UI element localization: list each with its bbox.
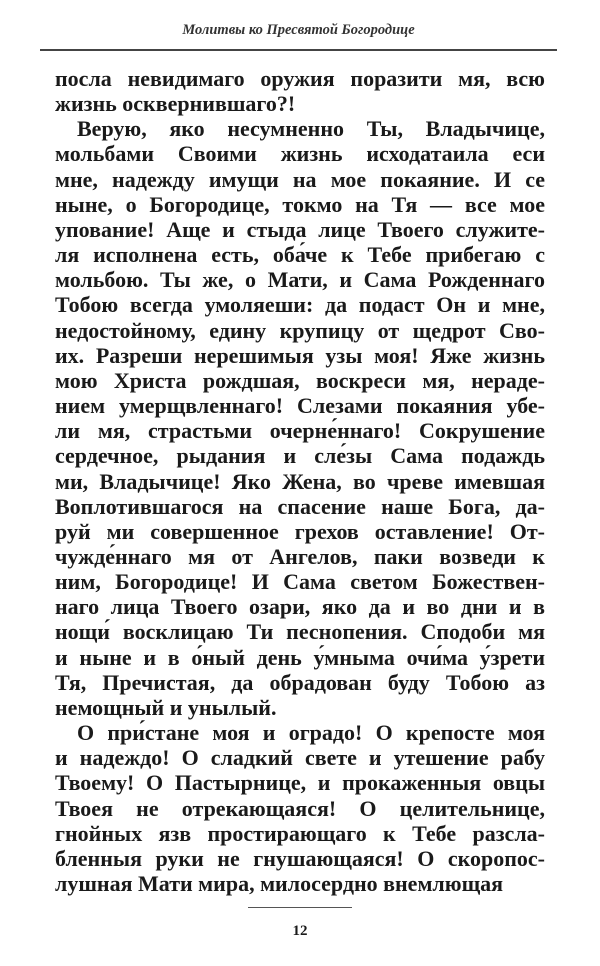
text-line: жизнь осквернившаго?! bbox=[55, 91, 296, 117]
text-line: лушная Мати мира, милосердно внемлющая bbox=[55, 871, 504, 896]
footer-rule bbox=[248, 907, 352, 908]
text-line: сердечное, рыдания и сле́зы Сама подаждь bbox=[55, 443, 545, 469]
text-line: руй ми совершенное грехов оставление! От- bbox=[55, 518, 545, 544]
text-line: Тобою всегда умоляеши: да подаст Он и мне, bbox=[55, 292, 545, 318]
running-header: Молитвы ко Пресвятой Богородице bbox=[182, 22, 415, 38]
text-line: ля исполнена есть, оба́че к Тебе прибегаю с bbox=[55, 242, 545, 268]
paragraph bbox=[55, 66, 545, 116]
text-line: гнойных язв простирающаго к Тебе разсла- bbox=[55, 820, 545, 846]
text-line: чужде́ннаго мя от Ангелов, паки возведи к bbox=[55, 543, 545, 569]
text-line: ли мя, страстьми очерне́ннаго! Сокрушение bbox=[55, 418, 545, 444]
text-line: Тя, Пречистая, да обрадован буду Тобою аз bbox=[55, 669, 545, 695]
text-line: мою Христа рождшая, воскреси мя, нераде- bbox=[55, 367, 545, 393]
text-line: нощи́ восклицаю Ти песнопения. Сподоби мя bbox=[55, 619, 545, 645]
page-number: 12 bbox=[292, 923, 308, 939]
text-line: их. Разреши нерешимыя узы моя! Яже жизнь bbox=[55, 342, 545, 368]
text-line: немощный и унылый. bbox=[55, 694, 277, 720]
text-line: и ныне и в о́ный день у́мныма очи́ма у́зрети bbox=[55, 644, 545, 670]
text-line: мольбами Своими жизнь исходатаила еси bbox=[55, 141, 545, 167]
paragraph bbox=[55, 720, 545, 896]
text-line: Твоея не отрекающаяся! О целительнице, bbox=[55, 795, 545, 821]
text-line: посла невидимаго оружия поразити мя, всю bbox=[55, 66, 545, 91]
text-line: упование! Аще и стыда лице Твоего служите- bbox=[55, 216, 545, 242]
text-line: наго лица Твоего озари, яко да и во дни и в bbox=[55, 594, 545, 620]
text-line: и надеждо! О сладкий свете и утешение рабу bbox=[55, 745, 545, 771]
header-rule bbox=[40, 49, 557, 51]
text-line: ним, Богородице! И Сама светом Божествен- bbox=[55, 569, 545, 595]
text-line: нием умерщвленнаго! Слезами покаяния убе- bbox=[55, 393, 545, 419]
text-line: Верую, яко несумненно Ты, Владычице, bbox=[77, 116, 545, 142]
text-line: ми, Владычице! Яко Жена, во чреве имевшая bbox=[55, 468, 545, 494]
paragraph bbox=[55, 116, 545, 720]
text-line: Воплотившагося на спасение наше Бога, да- bbox=[55, 493, 545, 519]
page-body-text bbox=[55, 66, 545, 896]
text-line: недостойному, едину крупицу от щедрот Сво- bbox=[55, 317, 545, 343]
text-line: Твоему! О Пастырнице, и прокаженныя овцы bbox=[55, 770, 545, 796]
text-line: бленныя руки не гнушающаяся! О скоропос- bbox=[55, 845, 545, 871]
text-line: мне, надежду имущи на мое покаяние. И се bbox=[55, 166, 545, 192]
text-line: О при́стане моя и оградо! О крепосте моя bbox=[77, 720, 545, 746]
text-line: мольбою. Ты же, о Мати, и Сама Рожденнаго bbox=[55, 267, 545, 293]
text-line: ныне, о Богородице, токмо на Тя — все мое bbox=[55, 191, 545, 217]
